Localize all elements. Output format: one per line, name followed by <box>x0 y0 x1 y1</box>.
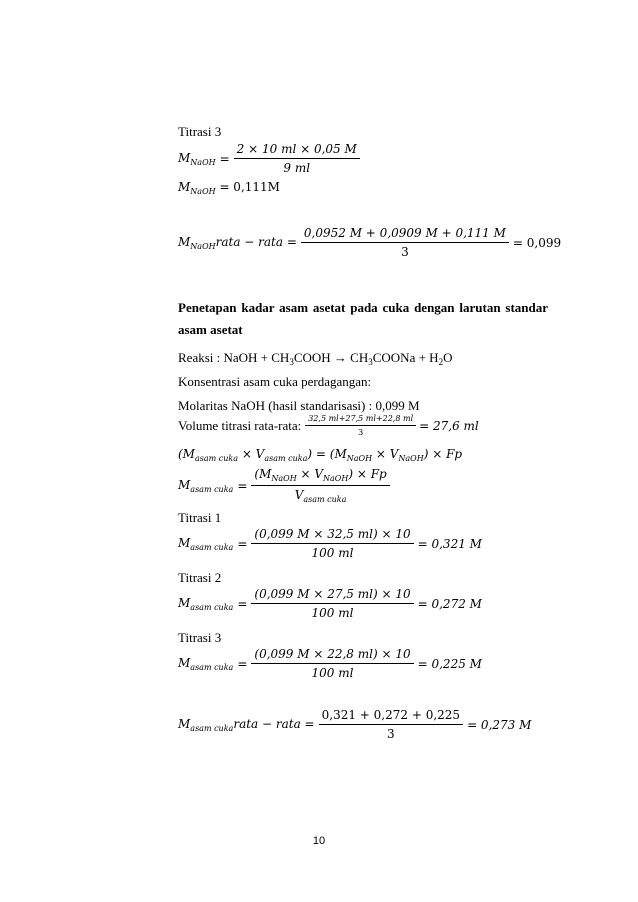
fraction: $\frac{(M_{NaOH} \times V_{NaOH}) \times Fp}{V_{asam cuka}}$ <box>251 467 389 504</box>
reaction-line: Reaksi : NaOH + $CH_3COOH$ → $CH_3COONa + H_2O$ <box>178 350 453 367</box>
equation-naoh-titrasi-3: $M_{NaOH}$ = $\frac{2 \times 10 ml \times 0,05 M}{9 ml}$ <box>178 142 360 175</box>
equation-naoh-average: $M_{NaOH}rata$ − rata = $\frac{0,0952 M + 0,0909 M + 0,111 M}{3}$ = 0,099 <box>178 226 562 259</box>
equation-cuka-titrasi-2: $M_{asam cuka}$ = $\frac{(0,099 M \times 27,5 ml) \times 10}{100 ml}$ = 0,272 M <box>178 587 482 620</box>
label-titrasi-3: Titrasi 3 <box>178 630 222 645</box>
label-titrasi-2: Titrasi 2 <box>178 570 222 585</box>
equation-naoh-result: $M_{NaOH} = 0,111M$ <box>178 180 280 196</box>
fraction: $\frac{32,5 ml+27,5 ml+22,8 ml}{3}$ <box>305 414 416 437</box>
label-titrasi-3-top: Titrasi 3 <box>178 124 222 139</box>
fraction: $\frac{(0,099 M \times 22,8 ml) \times 10}{100 ml}$ <box>251 647 413 680</box>
molaritas-line: Molaritas NaOH (hasil standarisasi) : 0,099 M <box>178 398 420 413</box>
konsentrasi-line: Konsentrasi asam cuka perdagangan: <box>178 374 372 389</box>
label-titrasi-1: Titrasi 1 <box>178 510 222 525</box>
fraction: $\frac{0,321 + 0,272 + 0,225}{3}$ <box>319 708 463 741</box>
equation-formula-2: $M_{asam cuka}$ = $\frac{(M_{NaOH} \times V_{NaOH}) \times Fp}{V_{asam cuka}}$ <box>178 467 390 504</box>
equation-cuka-titrasi-3: $M_{asam cuka}$ = $\frac{(0,099 M \times 22,8 ml) \times 10}{100 ml}$ = 0,225 M <box>178 647 482 680</box>
fraction: $\frac{0,0952 M + 0,0909 M + 0,111 M}{3}$ <box>301 226 509 259</box>
fraction: $\frac{(0,099 M \times 27,5 ml) \times 10}{100 ml}$ <box>251 587 413 620</box>
arrow-icon: → <box>333 350 347 365</box>
eq-lhs: $M_{NaOH}$ <box>178 150 216 167</box>
fraction: $\frac{(0,099 M \times 32,5 ml) \times 10}{100 ml}$ <box>251 527 413 560</box>
equation-formula-1: $(M_{asam cuka} \times V_{asam cuka}) = (M_{NaOH} \times V_{NaOH}) \times Fp$ <box>178 447 463 463</box>
fraction: $\frac{2 \times 10 ml \times 0,05 M}{9 ml}$ <box>234 142 360 175</box>
equation-cuka-titrasi-1: $M_{asam cuka}$ = $\frac{(0,099 M \times 32,5 ml) \times 10}{100 ml}$ = 0,321 M <box>178 527 482 560</box>
page-number: 10 <box>312 835 326 847</box>
section-heading: Penetapan kadar asam asetat pada cuka dengan larutan standar asam asetat <box>178 300 548 337</box>
equation-cuka-average: $M_{asam cuka}rata$ − rata = $\frac{0,321 + 0,272 + 0,225}{3}$ = 0,273 M <box>178 708 532 741</box>
volume-line: Volume titrasi rata-rata: $\frac{32,5 ml+27,5 ml+22,8 ml}{3}$ = 27,6 ml <box>178 414 479 437</box>
